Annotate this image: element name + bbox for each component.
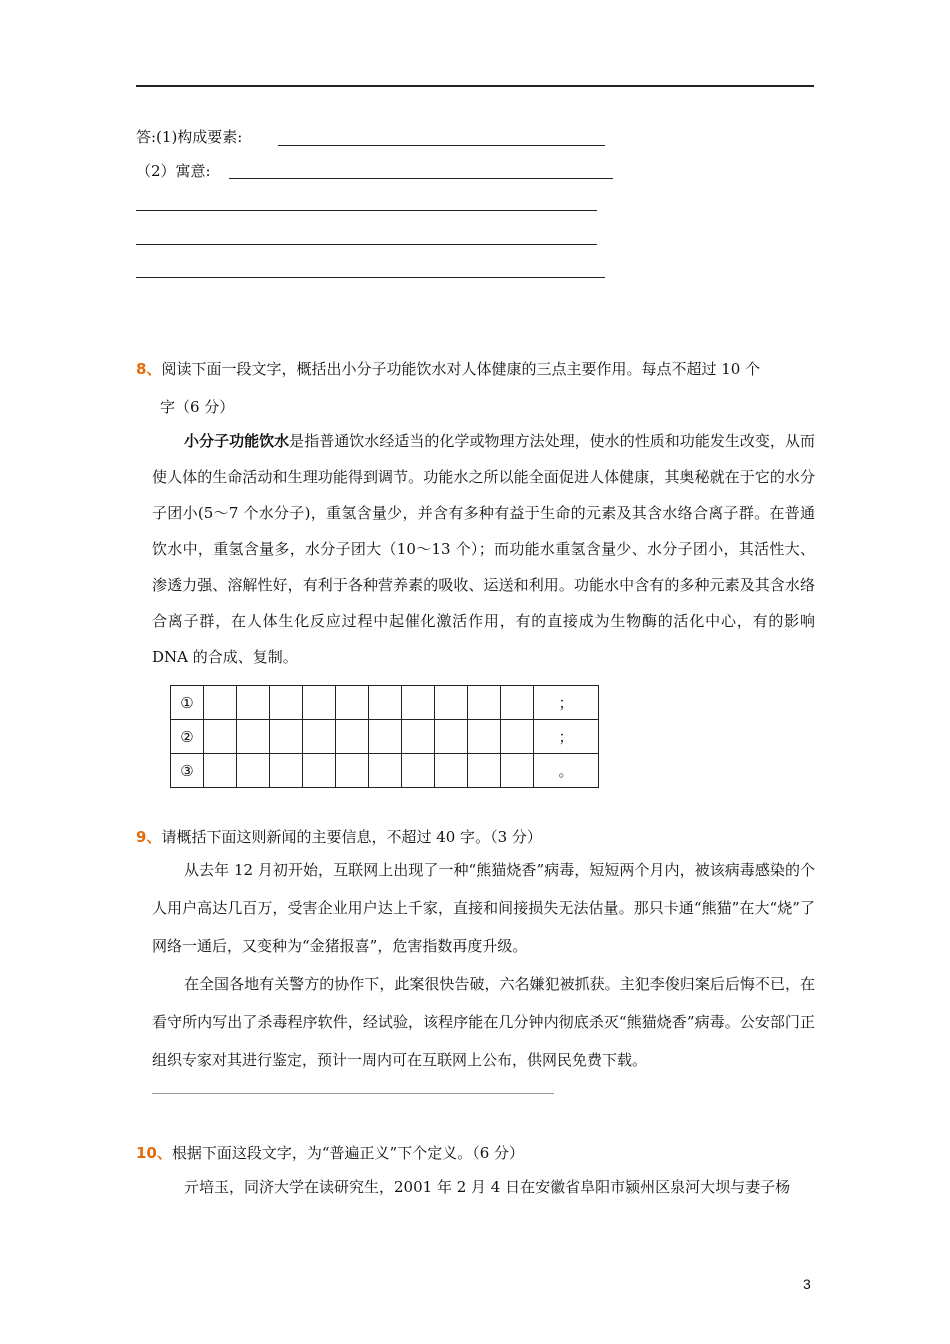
grid-cell[interactable]: [270, 720, 303, 754]
grid-cell[interactable]: [468, 754, 501, 788]
grid-label-3: ③: [171, 754, 204, 788]
grid-end-1: ；: [534, 686, 599, 720]
q10-prompt-text: 根据下面这段文字，为“普遍正义”下个定义。（6 分）: [171, 1144, 525, 1162]
q9-prompt-text: 请概括下面这则新闻的主要信息，不超过 40 字。（3 分）: [161, 828, 542, 846]
grid-cell[interactable]: [501, 686, 534, 720]
answer-label-2: （2）寓意:: [136, 162, 211, 180]
grid-cell[interactable]: [237, 720, 270, 754]
q9-number: 9、: [136, 828, 162, 846]
answer-blank-3[interactable]: [136, 210, 597, 211]
grid-cell[interactable]: [237, 686, 270, 720]
grid-cell[interactable]: [336, 720, 369, 754]
grid-cell[interactable]: [369, 686, 402, 720]
grid-cell[interactable]: [435, 720, 468, 754]
answer-blank-1[interactable]: [278, 145, 605, 146]
page-number: 3: [803, 1276, 811, 1292]
answer-label-1: 答:(1)构成要素:: [136, 128, 243, 146]
grid-cell[interactable]: [237, 754, 270, 788]
q9-answer-line[interactable]: [152, 1093, 554, 1094]
q8-passage: [152, 423, 815, 675]
grid-cell[interactable]: [303, 720, 336, 754]
grid-cell[interactable]: [270, 686, 303, 720]
grid-row-1: [171, 686, 599, 720]
grid-cell[interactable]: [402, 686, 435, 720]
grid-cell[interactable]: [402, 720, 435, 754]
q9-paragraph-1: 从去年 12 月初开始，互联网上出现了一种“熊猫烧香”病毒，短短两个月内，被该病毒感染的个人用户高达几百万，受害企业用户达上千家，直接和间接损失无法估量。那只卡通“熊猫”在大“烧”了网络一通后，又变种为“金猪报喜”，危害指数再度升级。: [152, 861, 815, 955]
answer-blank-5[interactable]: [136, 277, 605, 278]
grid-cell[interactable]: [468, 686, 501, 720]
grid-cell[interactable]: [402, 754, 435, 788]
grid-label-1: ①: [171, 686, 204, 720]
q8-passage-text: 是指普通饮水经适当的化学或物理方法处理，使水的性质和功能发生改变，从而使人体的生命活动和生理功能得到调节。功能水之所以能全面促进人体健康，其奥秘就在于它的水分子团小(5～7 个水分子)，重氢含量少，并含有多种有益于生命的元素及其含水络合离子群。在普通饮水中，重氢含量多，水分子团大（10～13 个）；而功能水重氢含量少、水分子团小，其活性大、渗透力强、溶解性好，有利于各种营养素的吸收、运送和利用。功能水中含有的多种元素及其含水络合离子群，在人体生化反应过程中起催化激活作用，有的直接成为生物酶的活化中心，有的影响 DNA 的合成、复制。: [152, 432, 815, 666]
grid-cell[interactable]: [303, 686, 336, 720]
grid-cell[interactable]: [336, 686, 369, 720]
q9-prompt: [136, 826, 542, 848]
q9-paragraph-2: 在全国各地有关警方的协作下，此案很快告破，六名嫌犯被抓获。主犯李俊归案后后悔不已，在看守所内写出了杀毒程序软件，经试验，该程序能在几分钟内彻底杀灭“熊猫烧香”病毒。公安部门正组织专家对其进行鉴定，预计一周内可在互联网上公布，供网民免费下载。: [152, 975, 815, 1069]
grid-cell[interactable]: [303, 754, 336, 788]
grid-label-2: ②: [171, 720, 204, 754]
q8-prompt: [136, 358, 816, 380]
q8-prompt-line1: 阅读下面一段文字，概括出小分子功能饮水对人体健康的三点主要作用。每点不超过 10 个: [161, 360, 761, 378]
grid-row-2: [171, 720, 599, 754]
grid-end-2: ；: [534, 720, 599, 754]
q8-number: 8、: [136, 360, 162, 378]
q10-prompt: [136, 1142, 524, 1164]
q10-paragraph-1: 亓培玉，同济大学在读研究生，2001 年 2 月 4 日在安徽省阜阳市颍州区泉河大坝与妻子杨: [184, 1178, 791, 1196]
q8-prompt-line2: 字（6 分）: [160, 398, 235, 416]
grid-cell[interactable]: [204, 720, 237, 754]
top-rule: [136, 85, 814, 87]
answer-blank-2[interactable]: [229, 178, 613, 179]
grid-cell[interactable]: [501, 754, 534, 788]
grid-cell[interactable]: [435, 686, 468, 720]
grid-cell[interactable]: [204, 686, 237, 720]
answer-blank-4[interactable]: [136, 244, 597, 245]
grid-row-3: [171, 754, 599, 788]
grid-cell[interactable]: [270, 754, 303, 788]
q10-number: 10、: [136, 1144, 172, 1162]
grid-cell[interactable]: [501, 720, 534, 754]
grid-end-3: 。: [534, 754, 599, 788]
grid-cell[interactable]: [369, 720, 402, 754]
grid-cell[interactable]: [369, 754, 402, 788]
grid-cell[interactable]: [468, 720, 501, 754]
grid-cell[interactable]: [336, 754, 369, 788]
grid-cell[interactable]: [435, 754, 468, 788]
q8-answer-grid: [170, 685, 599, 788]
grid-cell[interactable]: [204, 754, 237, 788]
q8-bold-term: 小分子功能饮水: [184, 432, 290, 450]
